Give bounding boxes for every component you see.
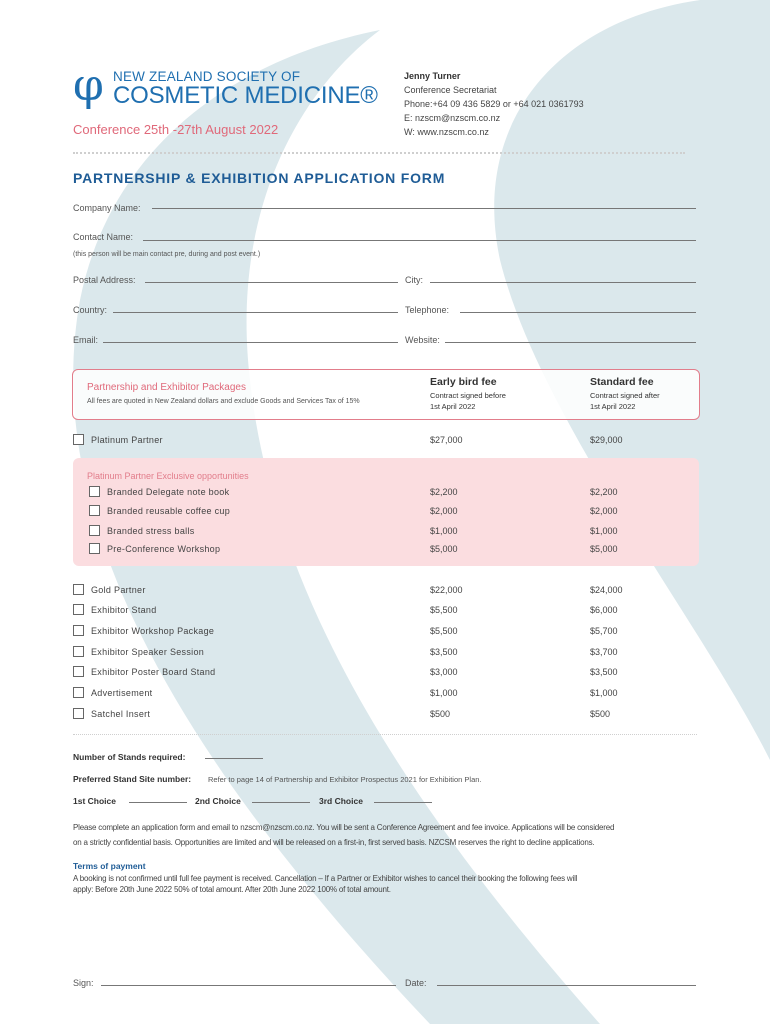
city-field[interactable] xyxy=(430,282,696,283)
contact-field[interactable] xyxy=(143,240,696,241)
platinum-checkbox[interactable] xyxy=(73,434,84,445)
choice1-label: 1st Choice xyxy=(73,796,116,806)
package-early-price: $5,500 xyxy=(430,605,458,615)
exclusive-early-price: $1,000 xyxy=(430,526,458,536)
package-checkbox[interactable] xyxy=(73,666,84,677)
exclusive-checkbox[interactable] xyxy=(89,505,100,516)
package-checkbox[interactable] xyxy=(73,687,84,698)
early-bird-title: Early bird fee xyxy=(430,376,497,388)
early-bird-sub2: 1st April 2022 xyxy=(430,402,476,411)
package-checkbox[interactable] xyxy=(73,646,84,657)
exclusive-standard-price: $5,000 xyxy=(590,544,618,554)
package-standard-price: $1,000 xyxy=(590,688,618,698)
exclusive-label: Branded reusable coffee cup xyxy=(107,506,231,516)
packages-title: Partnership and Exhibitor Packages xyxy=(87,382,246,393)
package-standard-price: $5,700 xyxy=(590,626,618,636)
terms-text xyxy=(73,873,577,895)
package-label: Exhibitor Stand xyxy=(91,605,157,615)
package-checkbox[interactable] xyxy=(73,604,84,615)
exclusive-standard-price: $2,000 xyxy=(590,506,618,516)
package-checkbox[interactable] xyxy=(73,708,84,719)
conference-dates: Conference 25th -27th August 2022 xyxy=(73,122,279,137)
contact-label: Contact Name: xyxy=(73,232,134,242)
package-early-price: $3,500 xyxy=(430,647,458,657)
package-early-price: $3,000 xyxy=(430,667,458,677)
exclusive-early-price: $2,000 xyxy=(430,506,458,516)
telephone-field[interactable] xyxy=(460,312,696,313)
package-early-price: $500 xyxy=(430,709,451,719)
date-label: Date: xyxy=(405,978,427,988)
postal-label: Postal Address: xyxy=(73,275,136,285)
email-field[interactable] xyxy=(103,342,398,343)
package-standard-price: $3,500 xyxy=(590,667,618,677)
package-checkbox[interactable] xyxy=(73,625,84,636)
contact-email: E: nzscm@nzscm.co.nz xyxy=(404,113,501,123)
logo-line2: COSMETIC MEDICINE® xyxy=(113,82,378,109)
platinum-label: Platinum Partner xyxy=(91,435,163,445)
logo xyxy=(73,60,393,114)
contact-web: W: www.nzscm.co.nz xyxy=(404,127,489,137)
postal-field[interactable] xyxy=(145,282,398,283)
exclusive-label: Branded stress balls xyxy=(107,526,195,536)
divider xyxy=(73,152,685,154)
standard-title: Standard fee xyxy=(590,376,654,388)
contact-phone: Phone:+64 09 436 5829 or +64 021 0361793 xyxy=(404,99,584,109)
exclusive-label: Branded Delegate note book xyxy=(107,487,230,497)
logo-line1: NEW ZEALAND SOCIETY OF xyxy=(113,69,301,84)
city-label: City: xyxy=(405,275,423,285)
sign-label: Sign: xyxy=(73,978,94,988)
exclusive-checkbox[interactable] xyxy=(89,543,100,554)
stand-site-note: Refer to page 14 of Partnership and Exhibitor Prospectus 2021 for Exhibition Plan. xyxy=(208,775,482,784)
choice2-field[interactable] xyxy=(252,802,310,803)
choice3-field[interactable] xyxy=(374,802,432,803)
platinum-standard-price: $29,000 xyxy=(590,435,623,445)
exclusive-checkbox[interactable] xyxy=(89,525,100,536)
standard-sub1: Contract signed after xyxy=(590,391,660,400)
exclusive-standard-price: $1,000 xyxy=(590,526,618,536)
packages-subtitle: All fees are quoted in New Zealand dollars and exclude Goods and Services Tax of 15% xyxy=(87,398,360,405)
package-early-price: $1,000 xyxy=(430,688,458,698)
application-note xyxy=(73,820,614,850)
choice2-label: 2nd Choice xyxy=(195,796,241,806)
package-label: Satchel Insert xyxy=(91,709,151,719)
telephone-label: Telephone: xyxy=(405,305,450,315)
application-note-line1: Please complete an application form and email to nzscm@nzscm.co.nz. You will be sent a Conference Agreement and fee invoice. Applications will be considered xyxy=(73,823,615,832)
package-label: Exhibitor Poster Board Stand xyxy=(91,667,216,677)
early-bird-sub1: Contract signed before xyxy=(430,391,506,400)
package-standard-price: $6,000 xyxy=(590,605,618,615)
exclusive-checkbox[interactable] xyxy=(89,486,100,497)
package-standard-price: $3,700 xyxy=(590,647,618,657)
exclusive-label: Pre-Conference Workshop xyxy=(107,544,221,554)
form-title: PARTNERSHIP & EXHIBITION APPLICATION FORM xyxy=(73,170,446,186)
stands-number-label: Number of Stands required: xyxy=(73,752,186,762)
contact-name: Jenny Turner xyxy=(404,71,461,81)
exclusive-standard-price: $2,200 xyxy=(590,487,618,497)
choice3-label: 3rd Choice xyxy=(319,796,363,806)
country-label: Country: xyxy=(73,305,108,315)
terms-line2: apply: Before 20th June 2022 50% of total amount. After 20th June 2022 100% of total amount. xyxy=(73,885,391,894)
terms-title: Terms of payment xyxy=(73,861,146,871)
stand-site-label: Preferred Stand Site number: xyxy=(73,774,192,784)
exclusive-title: Platinum Partner Exclusive opportunities xyxy=(87,471,249,481)
package-label: Advertisement xyxy=(91,688,153,698)
stands-number-field[interactable] xyxy=(205,758,263,759)
package-label: Gold Partner xyxy=(91,585,146,595)
exclusive-early-price: $2,200 xyxy=(430,487,458,497)
website-label: Website: xyxy=(405,335,440,345)
package-label: Exhibitor Workshop Package xyxy=(91,626,215,636)
logo-symbol: φ xyxy=(73,60,104,111)
application-note-line2: on a strictly confidential basis. Opportunities are limited and will be released on a first-in, first served basis. NZCSM reserves the right to decline applications. xyxy=(73,838,595,847)
contact-note: (this person will be main contact pre, during and post event.) xyxy=(73,251,261,258)
email-label: Email: xyxy=(73,335,99,345)
website-field[interactable] xyxy=(445,342,696,343)
contact-block xyxy=(404,69,584,139)
terms-line1: A booking is not confirmed until full fee payment is received. Cancellation – If a Partner or Exhibitor wishes to cancel their booking the following fees will xyxy=(73,874,578,883)
exclusive-early-price: $5,000 xyxy=(430,544,458,554)
country-field[interactable] xyxy=(113,312,398,313)
date-field[interactable] xyxy=(437,985,696,986)
standard-sub2: 1st April 2022 xyxy=(590,402,636,411)
divider xyxy=(73,734,697,735)
sign-field[interactable] xyxy=(101,985,396,986)
package-standard-price: $500 xyxy=(590,709,611,719)
package-early-price: $5,500 xyxy=(430,626,458,636)
contact-role: Conference Secretariat xyxy=(404,85,497,95)
package-checkbox[interactable] xyxy=(73,584,84,595)
choice1-field[interactable] xyxy=(129,802,187,803)
package-label: Exhibitor Speaker Session xyxy=(91,647,205,657)
company-label: Company Name: xyxy=(73,203,141,213)
package-early-price: $22,000 xyxy=(430,585,463,595)
package-standard-price: $24,000 xyxy=(590,585,623,595)
platinum-early-price: $27,000 xyxy=(430,435,463,445)
company-field[interactable] xyxy=(152,208,696,209)
